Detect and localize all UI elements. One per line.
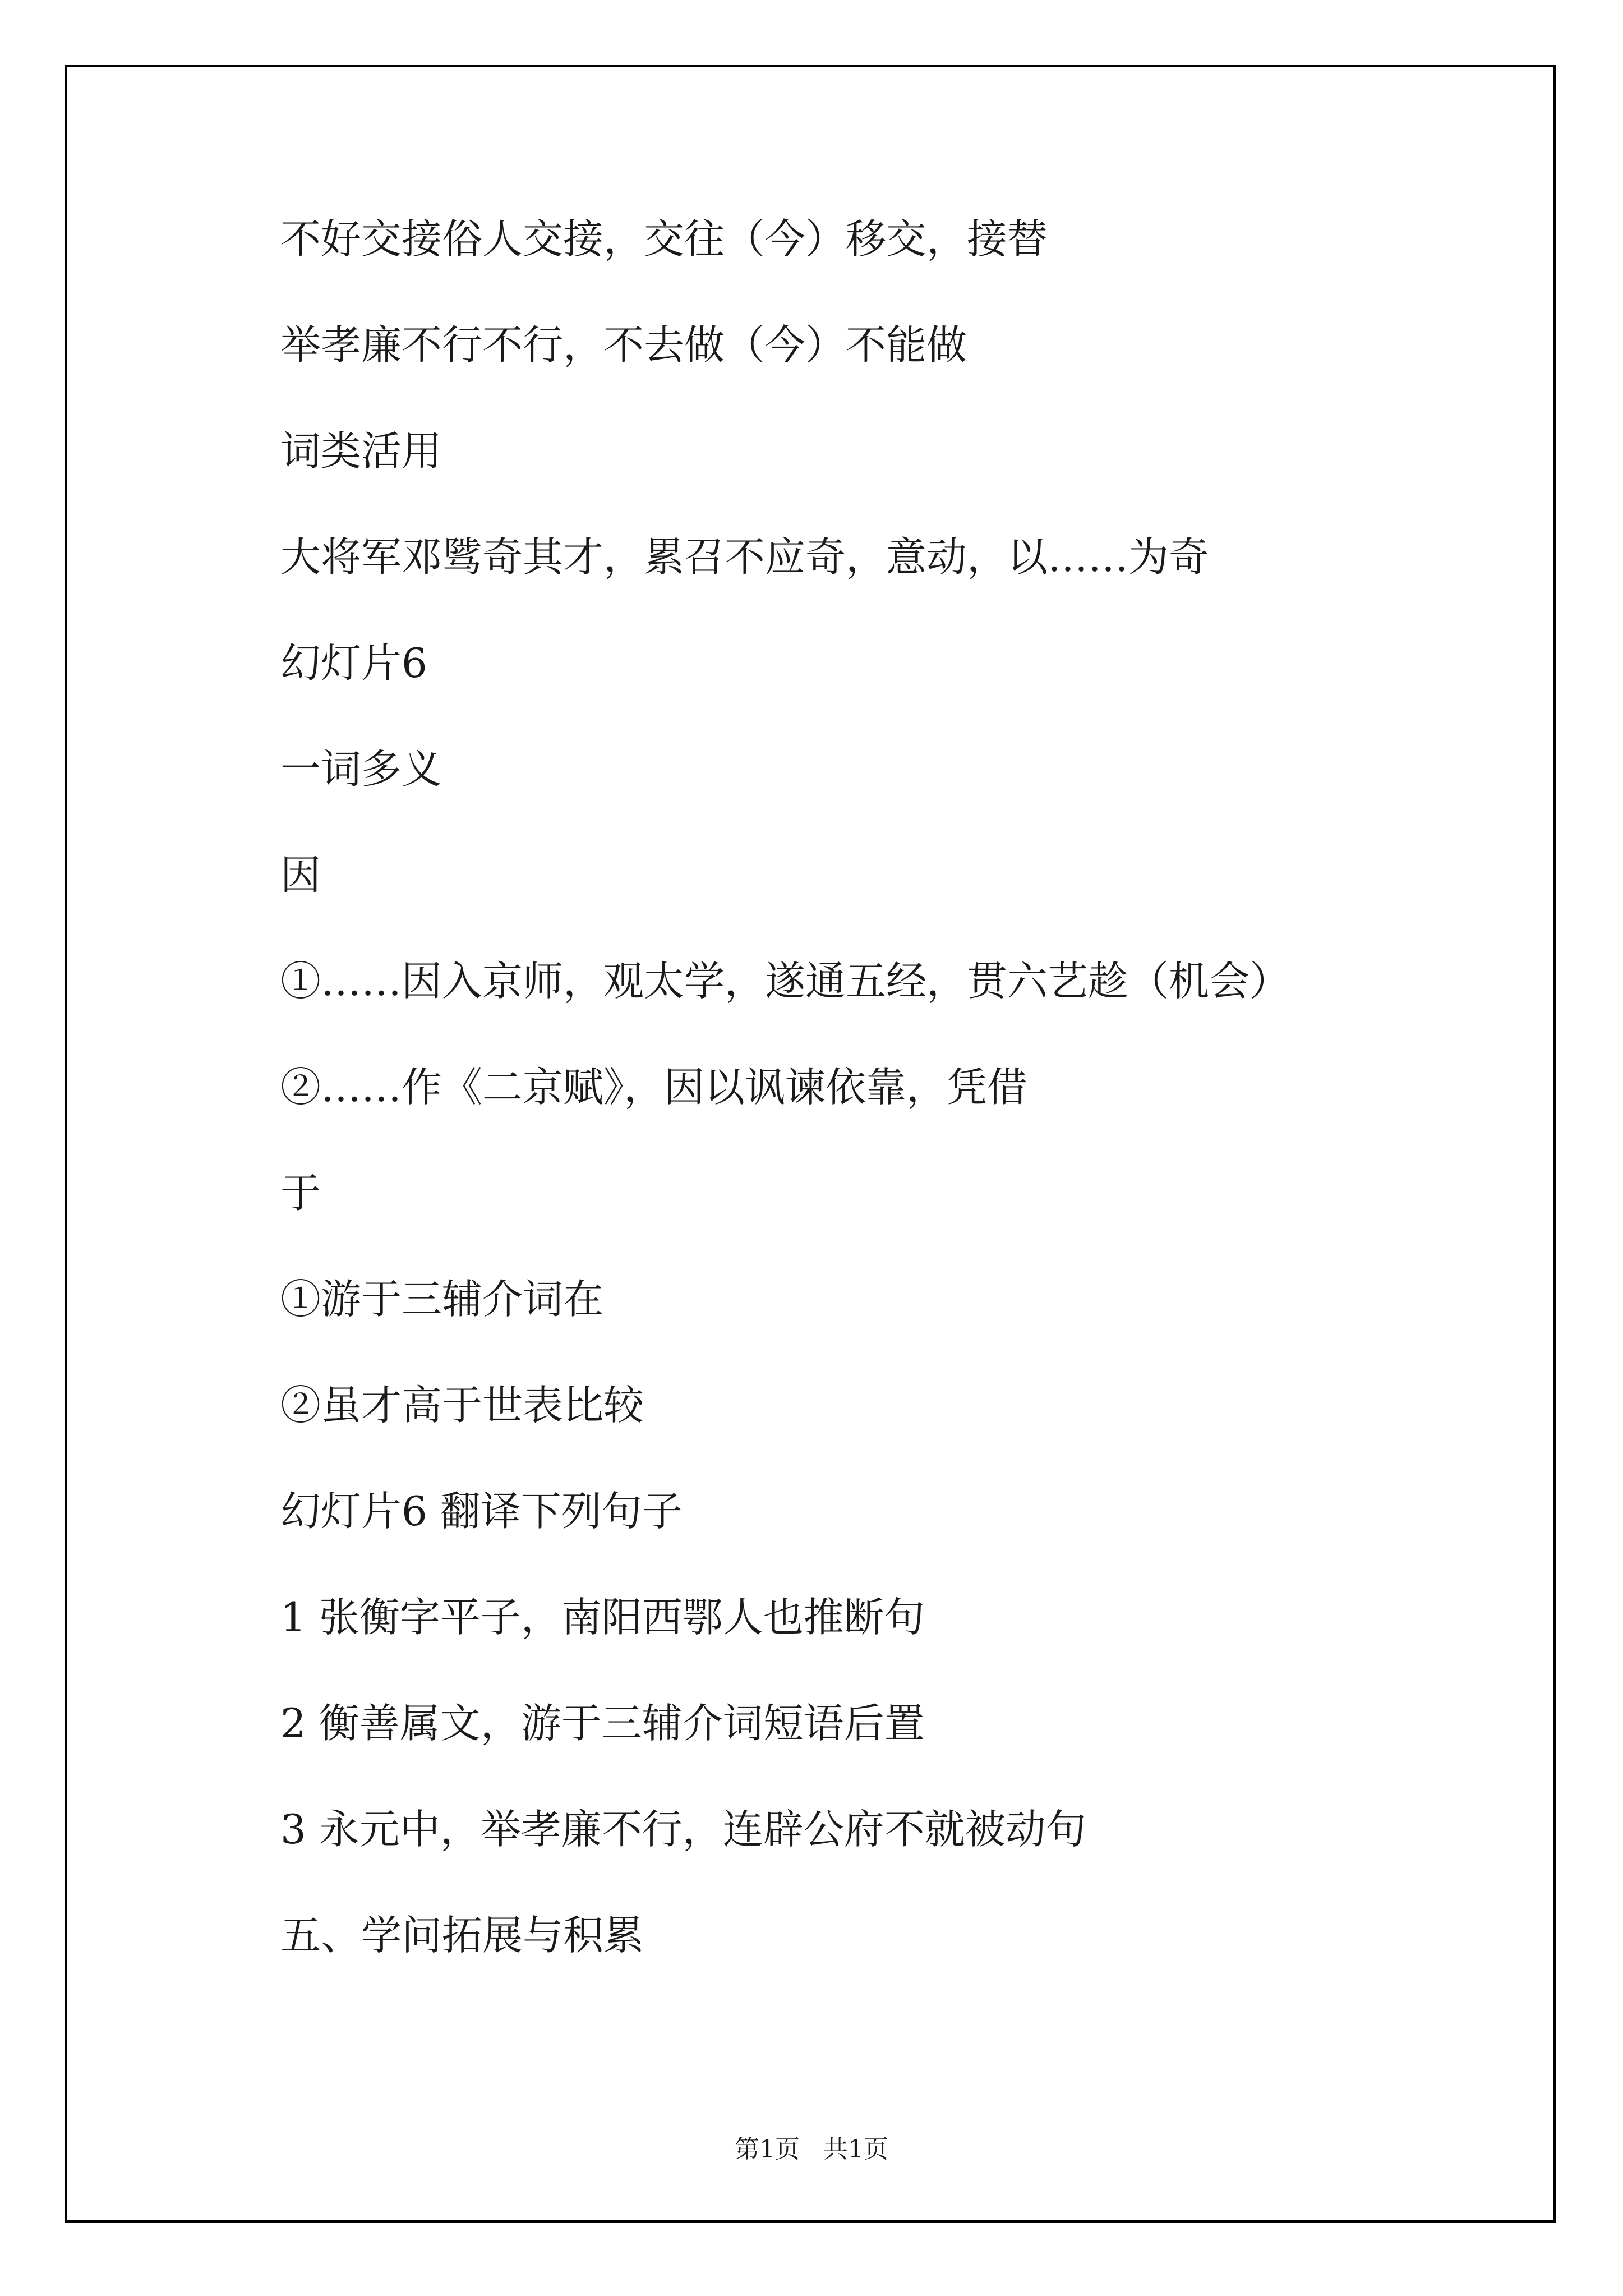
text-line: 3 永元中，举孝廉不行，连辟公府不就被动句 xyxy=(280,1806,1086,1853)
word-heading: 因 xyxy=(280,852,321,899)
text-line: 大将军邓骘奇其才，累召不应奇，意动，以……为奇 xyxy=(280,533,1210,581)
slide-label: 幻灯片6 翻译下列句子 xyxy=(280,1488,683,1535)
section-heading: 词类活用 xyxy=(280,427,442,475)
slide-label: 幻灯片6 xyxy=(280,639,427,687)
document-body xyxy=(280,215,1486,2021)
text-line: ②虽才高于世表比较 xyxy=(280,1382,644,1429)
word-heading: 于 xyxy=(280,1170,321,1217)
section-heading: 一词多义 xyxy=(280,746,442,793)
page-footer: 第1页 共1页 xyxy=(735,2135,888,2164)
text-line: 举孝廉不行不行，不去做（今）不能做 xyxy=(280,321,967,369)
text-line: ②……作《二京赋》，因以讽谏依靠，凭借 xyxy=(280,1064,1028,1111)
text-line: 2 衡善属文，游于三辅介词短语后置 xyxy=(280,1700,925,1747)
text-line: ①……因入京师，观太学，遂通五经，贯六艺趁（机会） xyxy=(280,958,1290,1005)
text-line: 1 张衡字平子，南阳西鄂人也推断句 xyxy=(280,1594,925,1641)
text-line: 不好交接俗人交接，交往（今）移交，接替 xyxy=(280,215,1048,263)
text-line: ①游于三辅介词在 xyxy=(280,1276,604,1323)
section-heading: 五、学问拓展与积累 xyxy=(280,1912,644,1959)
